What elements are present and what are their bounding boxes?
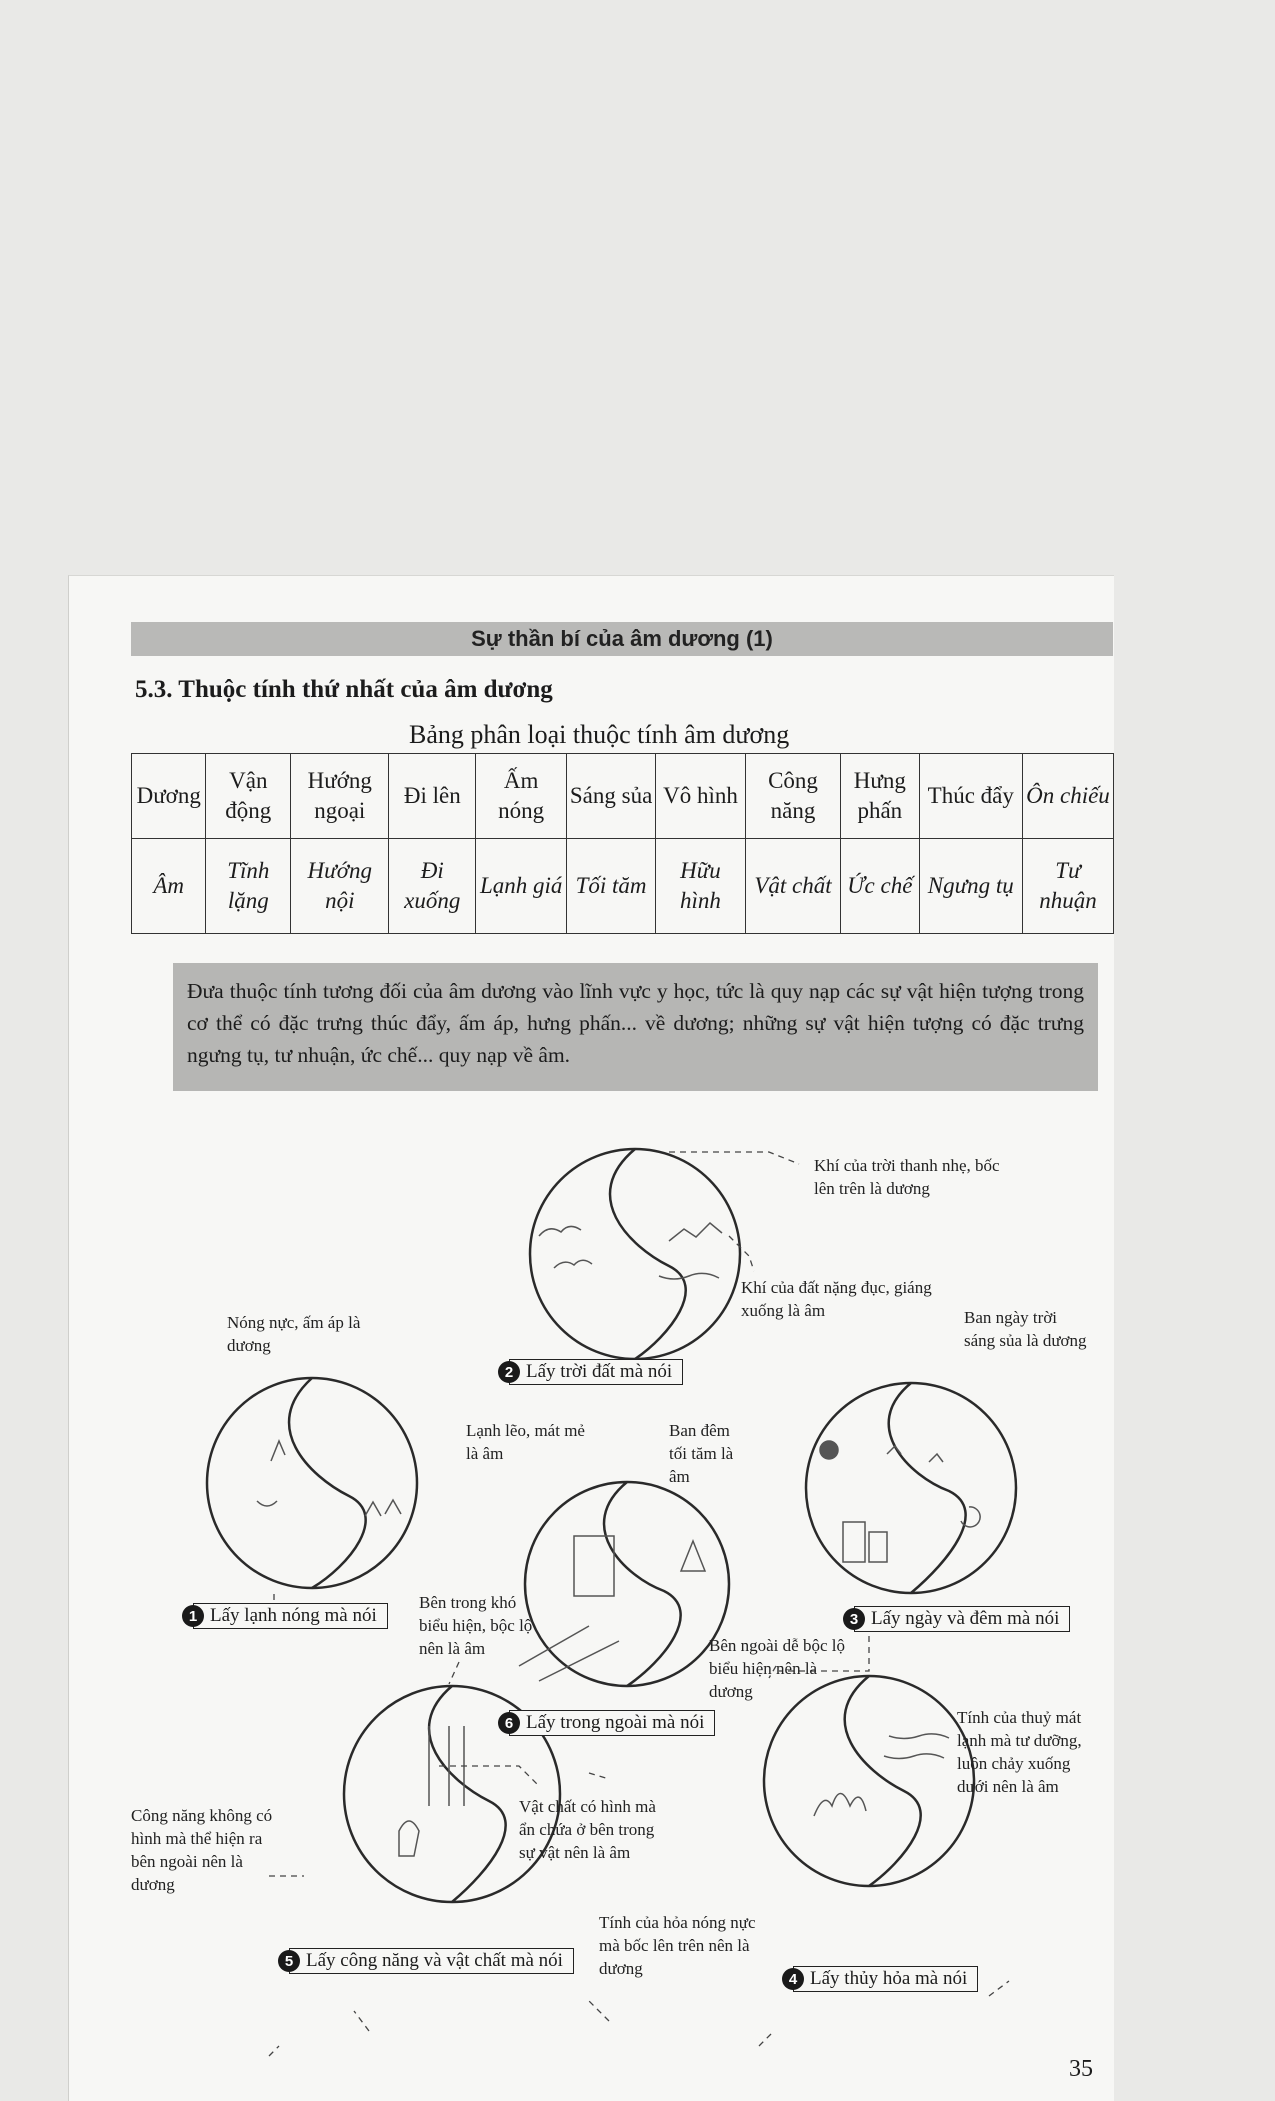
table-cell: Lạnh giá bbox=[476, 839, 567, 934]
figure-2-caption-text: Lấy trời đất mà nói bbox=[526, 1361, 673, 1382]
page-number: 35 bbox=[1069, 2056, 1093, 2082]
figure-5-caption-text: Lấy công năng và vật chất mà nói bbox=[306, 1950, 563, 1971]
inside-outside-circle bbox=[525, 1482, 729, 1686]
figure-3-caption-text: Lấy ngày và đêm mà nói bbox=[871, 1608, 1060, 1629]
table-cell: Thúc đẩy bbox=[919, 754, 1022, 839]
figure-3-caption bbox=[849, 1606, 1070, 1632]
figure-1-caption bbox=[188, 1603, 388, 1629]
figure-3-number: 3 bbox=[843, 1608, 865, 1630]
figure-4-caption bbox=[788, 1966, 978, 1992]
note-heaven-yang: Khí của trời thanh nhẹ, bốc lên trên là dương bbox=[814, 1156, 1000, 1198]
table-cell: Hướng ngoại bbox=[291, 754, 389, 839]
note-cold-yin: Lạnh lẽo, mát mẻ là âm bbox=[466, 1421, 585, 1463]
note-water-yin: Tính của thuỷ mát lạnh mà tư dưỡng, luôn chảy xuống dưới nên là âm bbox=[957, 1708, 1082, 1796]
section-heading: 5.3. Thuộc tính thứ nhất của âm dương bbox=[135, 676, 553, 703]
table-cell: Hưng phấn bbox=[841, 754, 920, 839]
note-hot-yang: Nóng nực, ấm áp là dương bbox=[227, 1313, 361, 1355]
table-cell: Hữu hình bbox=[656, 839, 746, 934]
note-earth-yin: Khí của đất nặng đục, giáng xuống là âm bbox=[741, 1278, 932, 1320]
figure-1-caption-text: Lấy lạnh nóng mà nói bbox=[210, 1605, 377, 1626]
table-cell: Tư nhuận bbox=[1022, 839, 1113, 934]
table-cell: Ngưng tụ bbox=[919, 839, 1022, 934]
note-function-yang: Công năng không có hình mà thể hiện ra bên ngoài nên là dương bbox=[131, 1806, 273, 1894]
heaven-earth-circle bbox=[530, 1149, 740, 1359]
figure-6-caption bbox=[504, 1710, 715, 1736]
table-cell: Ức chế bbox=[841, 839, 920, 934]
book-page bbox=[68, 575, 1114, 2101]
table-cell: Ôn chiếu bbox=[1022, 754, 1113, 839]
highlight-box: Đưa thuộc tính tương đối của âm dương vào lĩnh vực y học, tức là quy nạp các sự vật hiện tượng trong cơ thể có đặc trưng thúc đẩy, ấm áp, hưng phấn... về dương; những sự vật hiện tượng có đặc trưng ngưng tụ, tư nhuận, ức chế... quy nạp về âm. bbox=[173, 963, 1098, 1091]
table-cell: Vô hình bbox=[656, 754, 746, 839]
table-cell: Đi xuống bbox=[389, 839, 476, 934]
figure-1-number: 1 bbox=[182, 1605, 204, 1627]
hot-cold-circle bbox=[207, 1378, 417, 1588]
note-night-yin: Ban đêm tối tăm là âm bbox=[669, 1421, 734, 1486]
table-cell: Âm bbox=[132, 839, 206, 934]
note-inside-yin: Bên trong khó biểu hiện, bộc lộ nên là âm bbox=[419, 1593, 533, 1658]
figure-6-caption-text: Lấy trong ngoài mà nói bbox=[526, 1712, 705, 1733]
water-fire-circle bbox=[764, 1676, 974, 1886]
table-cell: Hướng nội bbox=[291, 839, 389, 934]
note-matter-yin: Vật chất có hình mà ẩn chứa ở bên trong sự vật nên là âm bbox=[519, 1797, 656, 1862]
table-cell: Đi lên bbox=[389, 754, 476, 839]
table-cell: Tĩnh lặng bbox=[206, 839, 291, 934]
table-cell: Sáng sủa bbox=[567, 754, 656, 839]
figure-6-number: 6 bbox=[498, 1712, 520, 1734]
day-night-circle bbox=[806, 1383, 1016, 1593]
table-cell: Ấm nóng bbox=[476, 754, 567, 839]
figure-2-number: 2 bbox=[498, 1361, 520, 1383]
figure-4-number: 4 bbox=[782, 1968, 804, 1990]
table-caption: Bảng phân loại thuộc tính âm dương bbox=[409, 720, 790, 749]
section-banner: Sự thần bí của âm dương (1) bbox=[131, 622, 1113, 656]
note-day-yang: Ban ngày trời sáng sủa là dương bbox=[964, 1308, 1087, 1350]
figure-2-caption bbox=[504, 1359, 683, 1385]
table-cell: Công năng bbox=[745, 754, 840, 839]
figure-4-caption-text: Lấy thủy hỏa mà nói bbox=[810, 1968, 968, 1989]
table-cell: Vận động bbox=[206, 754, 291, 839]
table-cell: Vật chất bbox=[745, 839, 840, 934]
table-cell: Dương bbox=[132, 754, 206, 839]
table-cell: Tối tăm bbox=[567, 839, 656, 934]
figure-5-number: 5 bbox=[278, 1950, 300, 1972]
note-outside-yang: Bên ngoài dễ bộc lộ biểu hiện nên là dương bbox=[709, 1636, 845, 1701]
figure-5-caption bbox=[284, 1948, 574, 1974]
note-fire-yang: Tính của hỏa nóng nực mà bốc lên trên nên là dương bbox=[599, 1913, 756, 1978]
